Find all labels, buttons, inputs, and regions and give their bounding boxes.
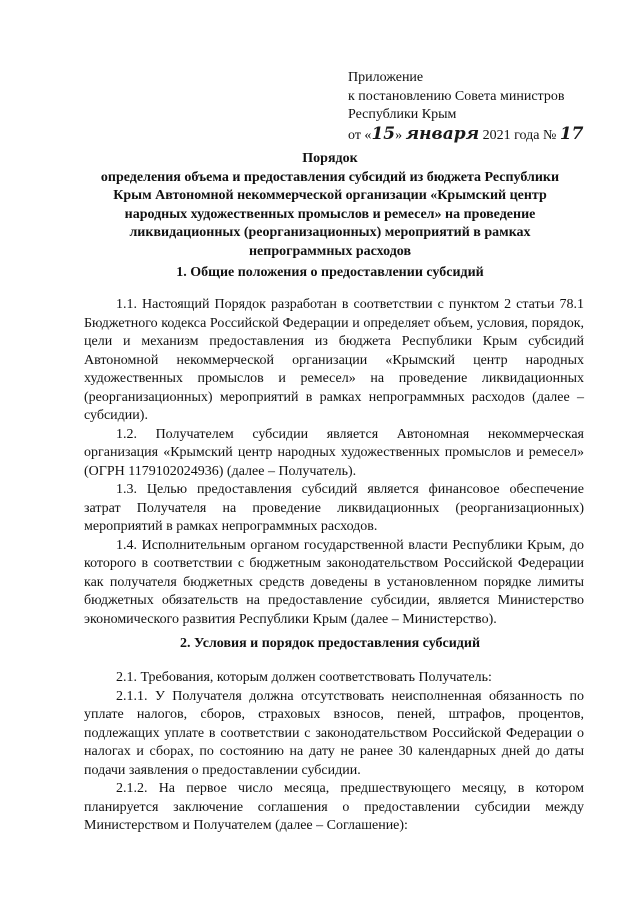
- appendix-line: Приложение: [348, 70, 424, 85]
- paragraph-1-1: 1.1. Настоящий Порядок разработан в соответствии с пунктом 2 статьи 78.1 Бюджетного кодекса Российской Федерации и определяет объем, условия, порядок, цели и механизм предоставления из бюджета Республики Крым субсидий Автономной некоммерческой организации «Крымский центр народных художественных промыслов и ремесел» на проведение ликвидационных (реорганизационных) мероприятий в рамках непрограммных расходов (далее – субсидии).: [84, 297, 584, 423]
- section-1-body: [84, 296, 584, 629]
- title-line: Крым Автономной некоммерческой организации «Крымский центр: [113, 188, 547, 203]
- title-line: ликвидационных (реорганизационных) мероприятий в рамках: [129, 225, 531, 240]
- title-line: Порядок: [302, 151, 358, 166]
- title-line: народных художественных промыслов и ремесел» на проведение: [124, 206, 536, 222]
- paragraph-2-1-1: 2.1.1. У Получателя должна отсутствовать неисполненная обязанность по уплате налогов, сборов, страховых взносов, пеней, штрафов, процентов, подлежащих уплате в соответствии с законодательством Российской Федерации о налогах и сборах, по состоянию на дату не ранее 30 календарных дней до даты подачи заявления о предоставлении субсидии.: [84, 688, 584, 778]
- title-line: непрограммных расходов: [248, 243, 412, 259]
- paragraph-1-4: 1.4. Исполнительным органом государственной власти Республики Крым, до которого в соответствии с бюджетным законодательством Российской Федерации как получателя бюджетных средств доведены в установленном порядке лимиты бюджетных обязательств на предоставление субсидии, является Министерство экономического развития Республики Крым (далее – Министерство).: [84, 537, 584, 627]
- handwritten-day: 15: [371, 123, 396, 144]
- paragraph-1-3: 1.3. Целью предоставления субсидий является финансовое обеспечение затрат Получателя на проведение ликвидационных (реорганизационных) мероприятий в рамках непрограммных расходов.: [84, 482, 584, 534]
- section-2-body: [84, 669, 584, 836]
- appendix-line: к постановлению Совета министров: [348, 88, 565, 104]
- handwritten-month: января: [405, 123, 480, 144]
- paragraph-2-1: 2.1. Требования, которым должен соответствовать Получатель:: [116, 670, 492, 685]
- date-year: 2021 года №: [482, 127, 557, 143]
- document-title: [60, 150, 600, 261]
- title-line: определения объема и предоставления субсидий из бюджета Республики: [100, 169, 560, 185]
- handwritten-number: 17: [559, 123, 584, 144]
- appendix-date-line: [348, 125, 628, 146]
- appendix-block: [348, 69, 628, 145]
- date-prefix: от «: [348, 127, 372, 143]
- appendix-line: Республики Крым: [348, 107, 457, 122]
- section-1-heading: 1. Общие положения о предоставлении субсидий: [176, 265, 484, 280]
- paragraph-1-2: 1.2. Получателем субсидии является Автономная некоммерческая организация «Крымский центр народных художественных промыслов и ремесел» (ОГРН 1179102024936) (далее – Получатель).: [84, 426, 584, 479]
- paragraph-2-1-2: 2.1.2. На первое число месяца, предшествующего месяцу, в котором планируется заключение соглашения о предоставлении субсидии между Министерством и Получателем (далее – Соглашение):: [84, 781, 584, 833]
- section-2-heading: 2. Условия и порядок предоставления субсидий: [179, 636, 481, 651]
- date-mid: »: [395, 127, 403, 143]
